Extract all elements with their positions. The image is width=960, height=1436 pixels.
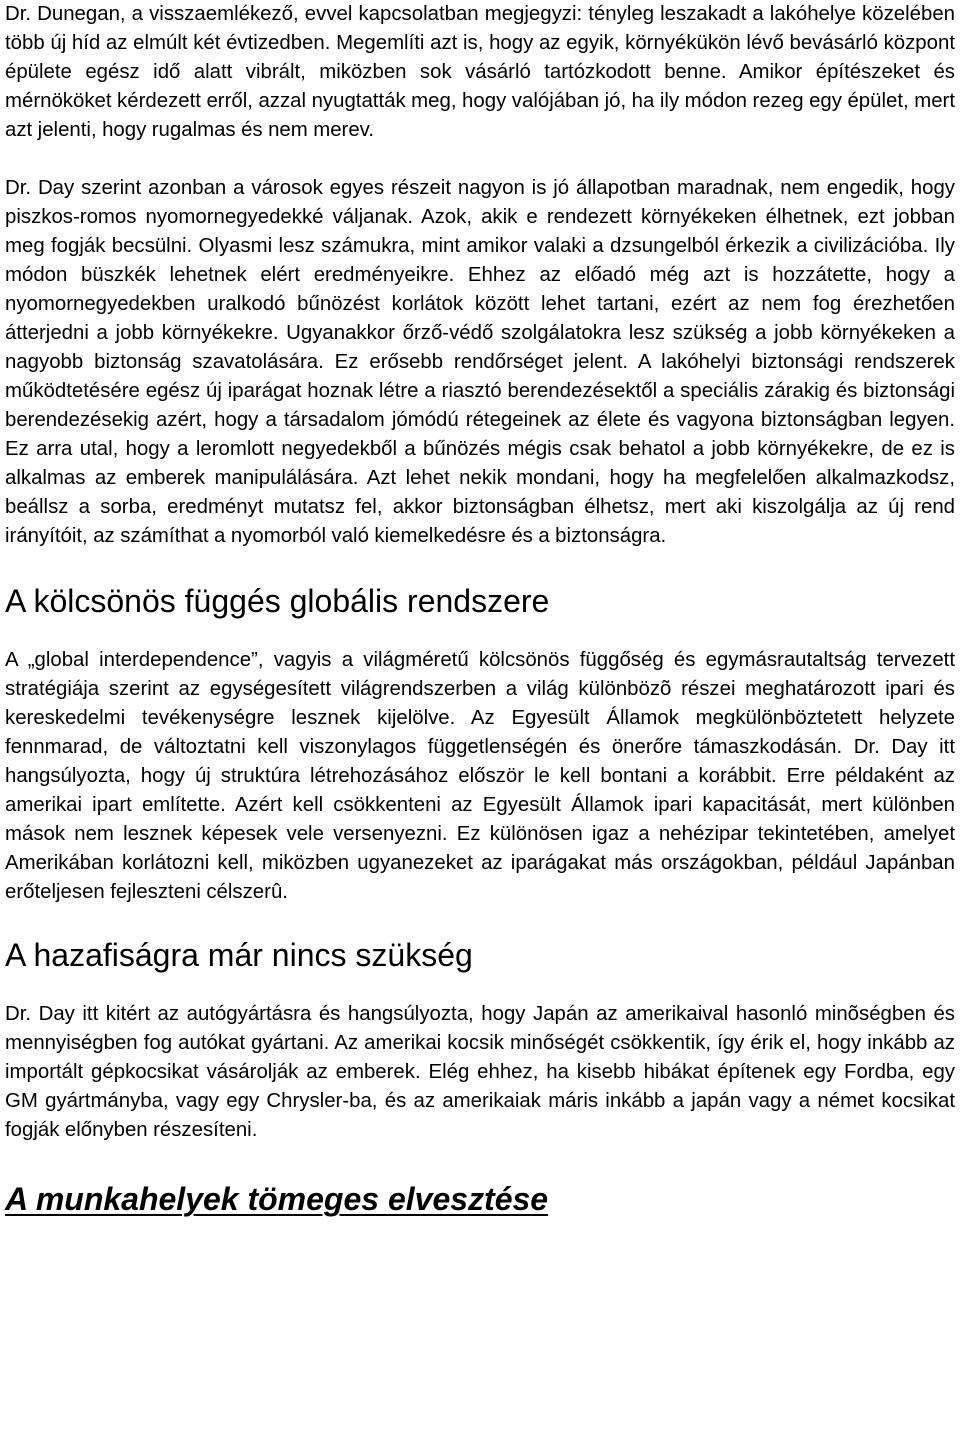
paragraph-global-interdependence: A „global interdependence”, vagyis a világméretű kölcsönös függőség és egymásrautaltság tervezett stratégiája szerint az egységesített világrendszerben a világ különbözõ részei meghatározott ipari és kereskedelmi tevékenységre lesznek kijelölve. Az Egyesült Államok megkülönböztetett helyzete fennmarad, de változtatni kell viszonylagos függetlenségén és önerőre támaszkodásán. Dr. Day itt hangsúlyozta, hogy új struktúra létrehozásához először le kell bontani a korábbit. Erre példaként az amerikai ipart említette. Azért kell csökkenteni az Egyesült Államok ipari kapacitását, mert különben mások nem lesznek képesek vele versenyezni. Ez különösen igaz a nehézipar tekintetében, amelyet Amerikában korlátozni kell, miközben ugyanezeket az iparágakat más országokban, például Japánban erőteljesen fejleszteni célszerû. <box>5 649 955 903</box>
heading-patriotism: A hazafiságra már nincs szükség <box>5 937 473 973</box>
paragraph-car-industry: Dr. Day itt kitért az autógyártásra és hangsúlyozta, hogy Japán az amerikaival hasonló minõségben és mennyiségben fog autókat gyártani. Az amerikai kocsik minőségét csökkentik, így érik el, hogy inkább az importált gépkocsikat vásárolják az emberek. Elég ehhez, ha kisebb hibákat építenek egy Fordba, egy GM gyártmányba, vagy egy Chrysler-ba, és az amerikaiak máris inkább a japán vagy a német kocsikat fogják előnyben részesíteni. <box>5 1003 955 1141</box>
heading-job-loss: A munkahelyek tömeges elvesztése <box>5 1181 549 1217</box>
paragraph-dunegan: Dr. Dunegan, a visszaemlékező, evvel kapcsolatban megjegyzi: tényleg leszakadt a lakóhelye közelében több új híd az elmúlt két évtizedben. Megemlíti azt is, hogy az egyik, környékükön lévő bevásárló központ épülete egész idő alatt vibrált, miközben sok vásárló tartózkodott benne. Amikor építészeket és mérnököket kérdezett erről, azzal nyugtatták meg, hogy valójában jó, ha ily módon rezeg egy épület, mert azt jelenti, hogy rugalmas és nem merev. <box>5 3 955 141</box>
document-page <box>5 0 955 1219</box>
heading-global-interdependence: A kölcsönös függés globális rendszere <box>5 583 550 619</box>
paragraph-day-cities: Dr. Day szerint azonban a városok egyes részeit nagyon is jó állapotban maradnak, nem engedik, hogy piszkos-romos nyomornegyedekké váljanak. Azok, akik e rendezett környékeken élhetnek, ezt jobban meg fogják becsülni. Olyasmi lesz számukra, mint amikor valaki a dzsungelból érkezik a civilizációba. Ily módon büszkék lehetnek elért eredményeikre. Ehhez az előadó még azt is hozzátette, hogy a nyomornegyedekben uralkodó bűnözést korlátok között lehet tartani, ezért az nem fog érezhetően átterjedni a jobb környékekre. Ugyanakkor őrző-védő szolgálatokra lesz szükség a jobb környékeken a nagyobb biztonság szavatolására. Ez erősebb rendőrséget jelent. A lakóhelyi biztonsági rendszerek működtetésére egész új iparágat hoznak létre a riasztó berendezésektől a speciális zárakig és biztonsági berendezésekig azért, hogy a társadalom jómódú rétegeinek az élete és vagyona biztonságban legyen. Ez arra utal, hogy a leromlott negyedekből a bűnözés mégis csak behatol a jobb környékekre, de ez is alkalmas az emberek manipulálására. Azt lehet nekik mondani, hogy ha megfelelően alkalmazkodsz, beállsz a sorba, eredményt mutatsz fel, akkor biztonságban élhetsz, mert aki kiszolgálja az új rend irányítóit, az számíthat a nyomorból való kiemelkedésre és a biztonságra. <box>5 177 955 547</box>
